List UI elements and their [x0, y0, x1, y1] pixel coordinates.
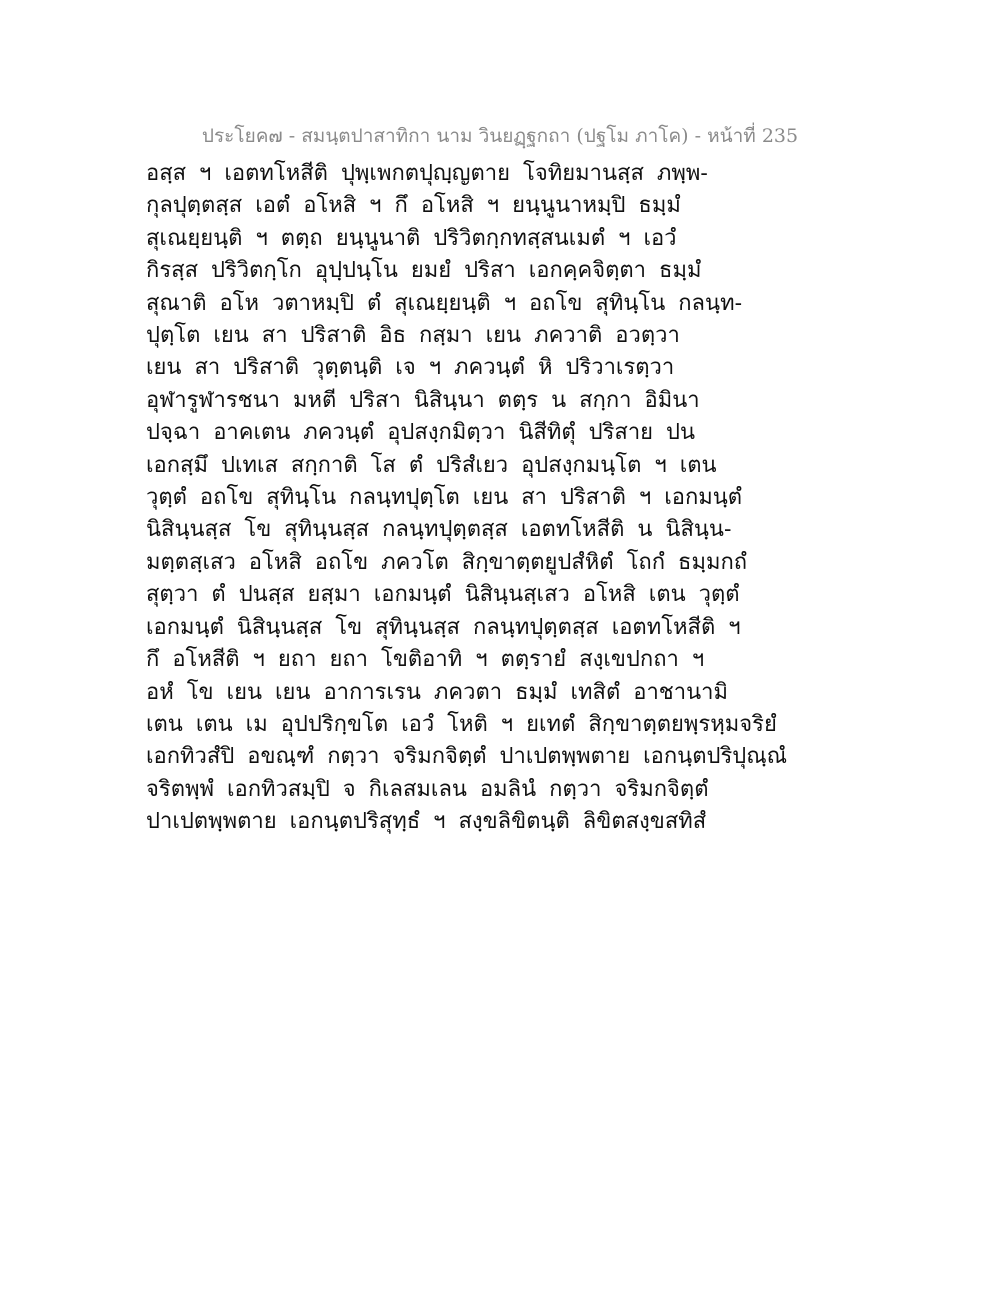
text-line: ปุตฺโต เยน สา ปริสาติ อิธ กสฺมา เยน ภควาติ อวตฺวา — [146, 323, 680, 349]
text-line: อหํ โข เยน เยน อาการเรน ภควตา ธมฺมํ เทสิตํ อาชานามิ — [146, 679, 728, 705]
text-line: เอกสฺมึ ปเทเส สกฺกาติ โส ตํ ปริสํเยว อุปสงฺกมนฺโต ฯ เตน — [146, 452, 717, 478]
text-line: จริตพฺพํ เอกทิวสมฺปิ จ กิเลสมเลน อมลินํ กตฺวา จริมกจิตฺตํ — [146, 776, 709, 802]
text-line: ปาเปตพฺพตาย เอกนฺตปริสุทฺธํ ฯ สงฺขลิขิตนฺติ ลิขิตสงฺขสทิสํ — [146, 809, 707, 835]
text-line: วุตฺตํ อถโข สุทินฺโน กลนฺทปุตฺโต เยน สา ปริสาติ ฯ เอกมนฺตํ — [146, 485, 743, 511]
body-text — [146, 158, 866, 839]
text-line: เตน เตน เม อุปปริกฺขโต เอวํ โหติ ฯ ยเทตํ สิกฺขาตฺตยพฺรหฺมจริยํ — [146, 711, 777, 737]
text-line: กิรสฺส ปริวิตกฺโก อุปฺปนฺโน ยมยํ ปริสา เอกคฺคจิตฺตา ธมฺมํ — [146, 258, 702, 284]
text-line: สุตฺวา ตํ ปนสฺส ยสฺมา เอกมนฺตํ นิสินฺนสฺเสว อโหสิ เตน วุตฺตํ — [146, 582, 740, 608]
text-line: สุเณยฺยนฺติ ฯ ตตฺถ ยนฺนูนาติ ปริวิตกฺกทสฺสนเมตํ ฯ เอวํ — [146, 225, 677, 251]
text-line: เยน สา ปริสาติ วุตฺตนฺติ เจ ฯ ภควนฺตํ หิ ปริวาเรตฺวา — [146, 355, 675, 381]
text-line: นิสินฺนสฺส โข สุทินฺนสฺส กลนฺทปุตฺตสฺส เอตทโหสีติ น นิสินฺน- — [146, 517, 732, 543]
text-line: มตฺตสฺเสว อโหสิ อถโข ภควโต สิกฺขาตฺตยูปสํหิตํ โถกํ ธมฺมกถํ — [146, 549, 748, 575]
text-line: กึ อโหสีติ ฯ ยถา ยถา โขติอาทิ ฯ ตตฺรายํ สงฺเขปกถา ฯ — [146, 647, 705, 673]
text-line: สุณาติ อโห วตาหมฺปิ ตํ สุเณยฺยนฺติ ฯ อถโข สุทินฺโน กลนฺท- — [146, 290, 743, 316]
text-line: ปจฺฉา อาคเตน ภควนฺตํ อุปสงฺกมิตฺวา นิสีทิตุํ ปริสาย ปน — [146, 420, 696, 446]
text-line: เอกมนฺตํ นิสินฺนสฺส โข สุทินฺนสฺส กลนฺทปุตฺตสฺส เอตทโหสีติ ฯ — [146, 614, 741, 640]
text-line: กุลปุตฺตสฺส เอตํ อโหสิ ฯ กึ อโหสิ ฯ ยนฺนูนาหมฺปิ ธมฺมํ — [146, 193, 681, 219]
running-header: ประโยค๗ - สมนฺตปาสาทิกา นาม วินยฏฺฐกถา (ปฐโม ภาโค) - หน้าที่ 235 — [201, 125, 799, 147]
text-line: เอกทิวสํปิ อขณฺฑํ กตฺวา จริมกจิตฺตํ ปาเปตพฺพตาย เอกนฺตปริปุณฺณํ — [146, 744, 788, 770]
text-line: อสฺส ฯ เอตทโหสีติ ปุพฺเพกตปุญฺญตาย โจทิยมานสฺส ภพฺพ- — [146, 161, 708, 186]
text-line: อุฬารูฬารชนา มหตี ปริสา นิสินฺนา ตตฺร น สกฺกา อิมินา — [146, 387, 700, 413]
